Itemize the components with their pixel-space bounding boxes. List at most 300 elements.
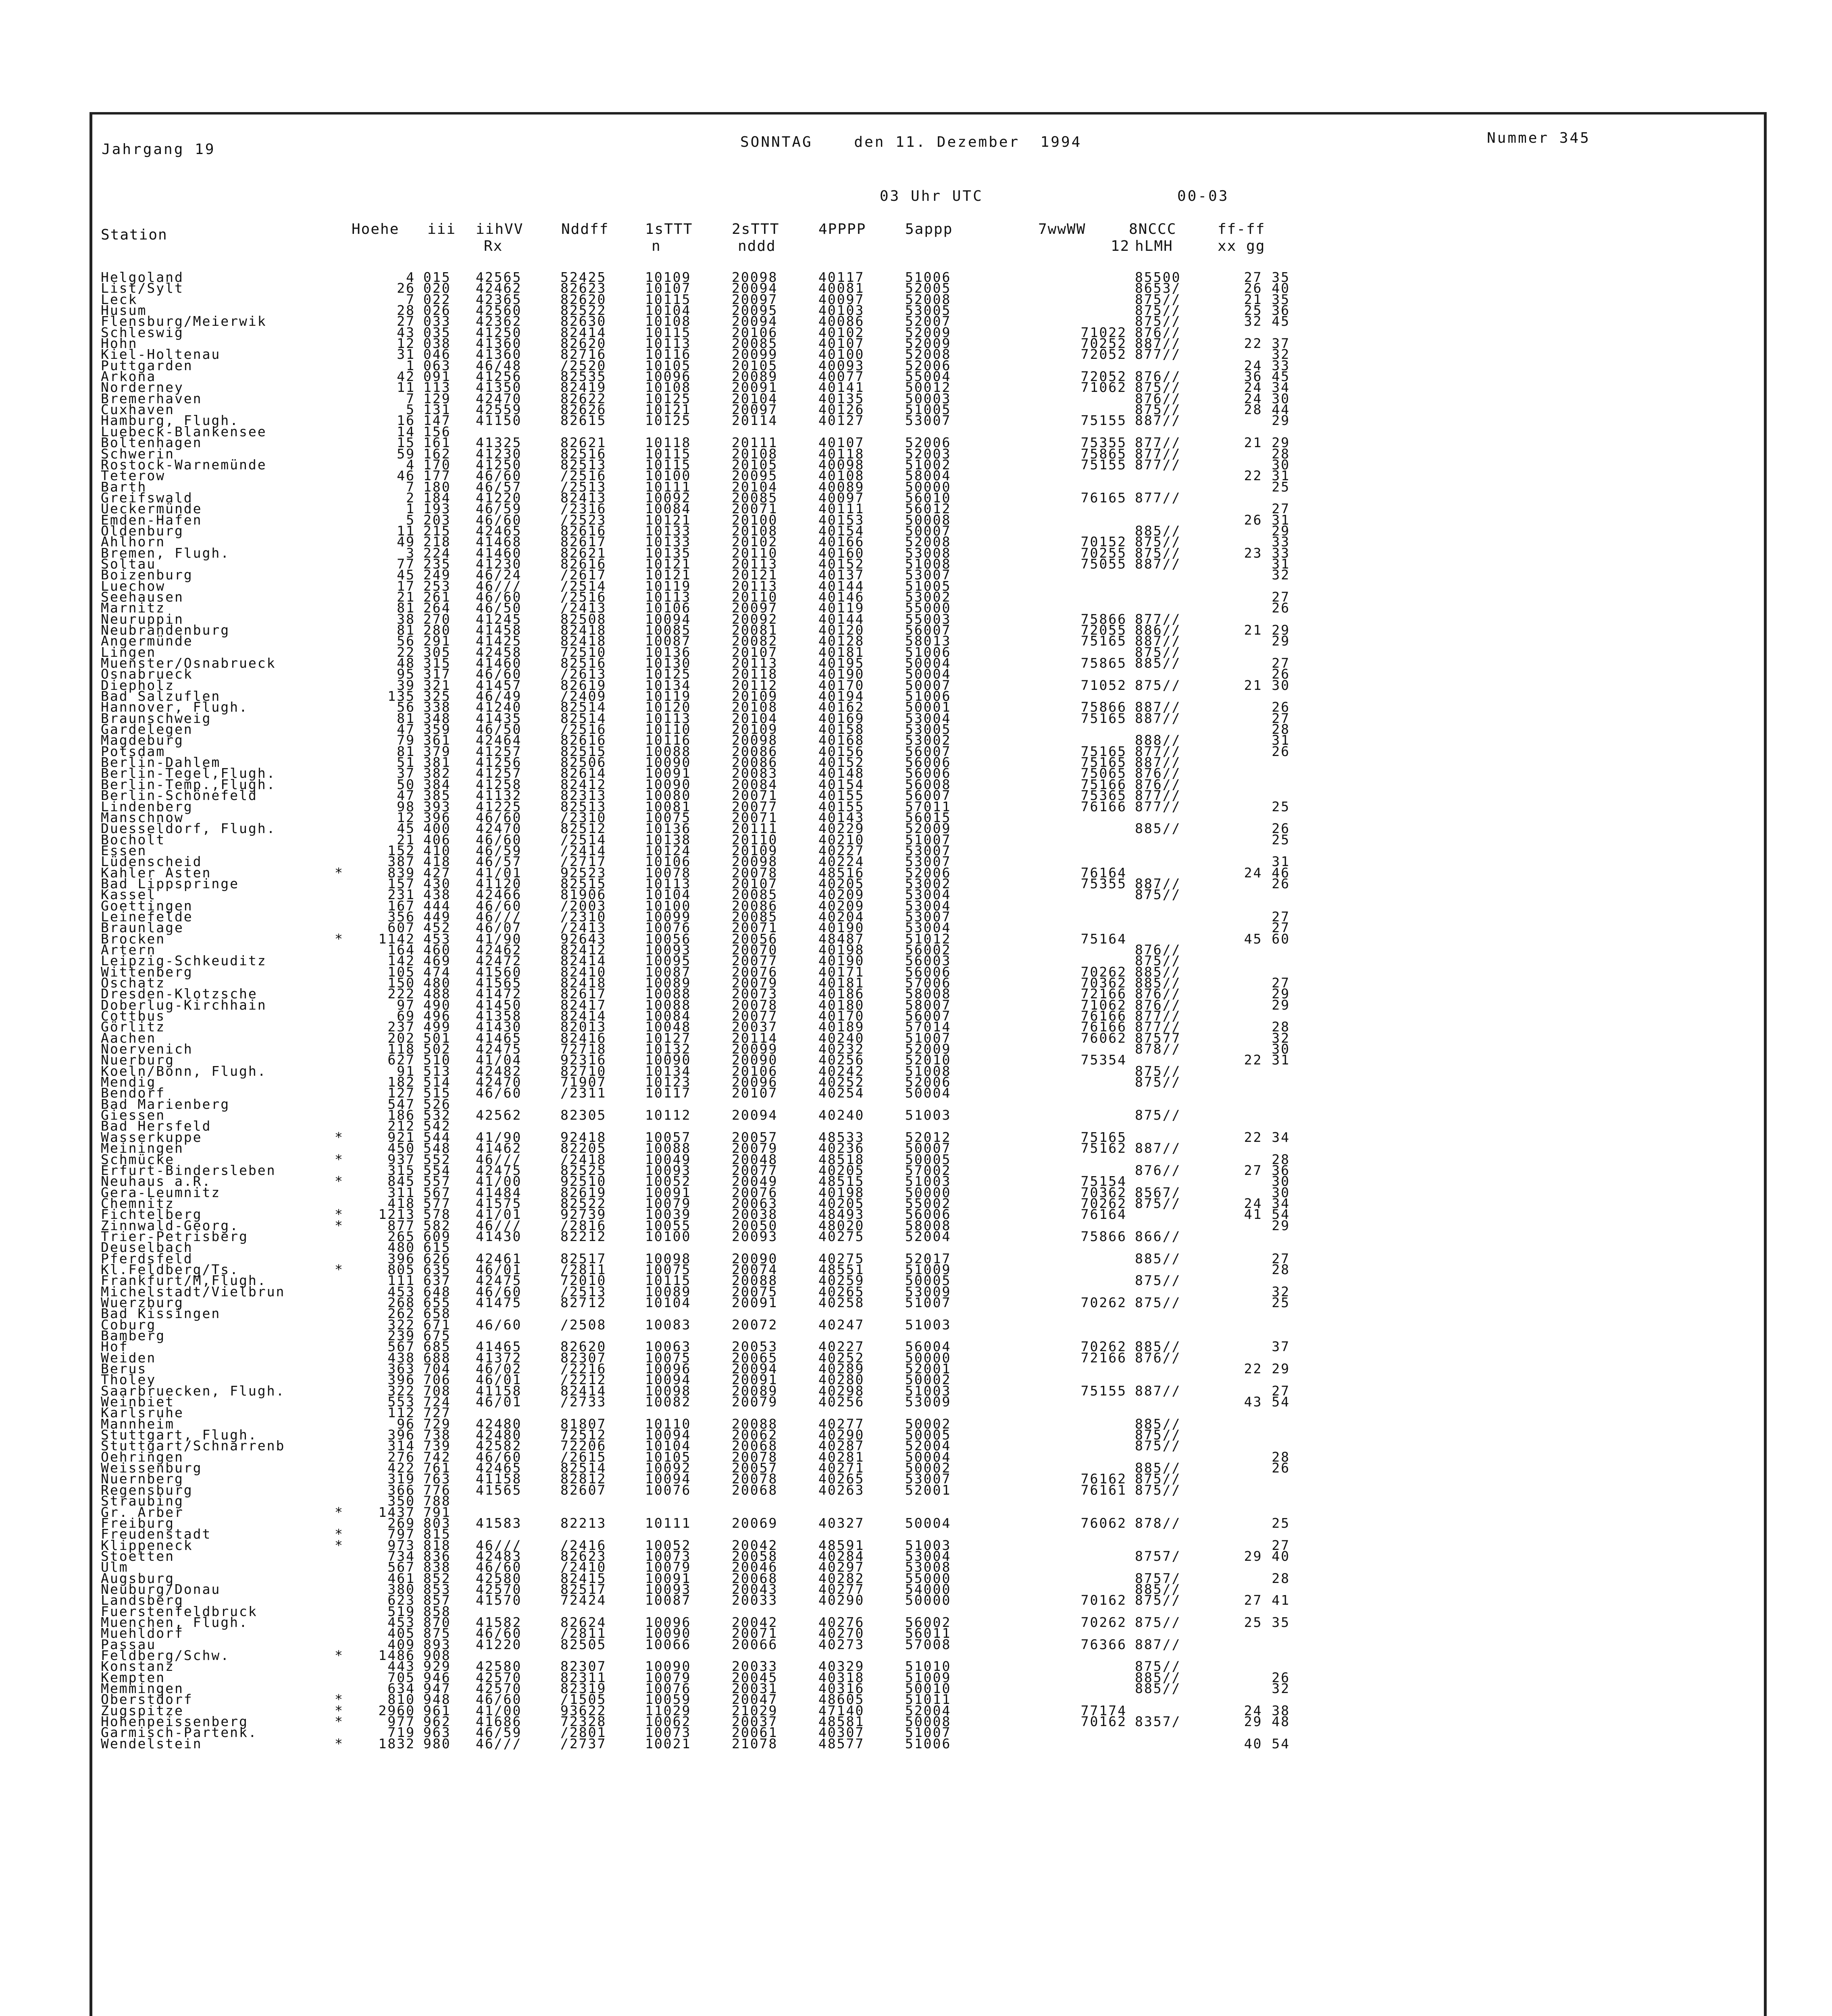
- group-ffff: 37: [1272, 1339, 1290, 1355]
- group-5appp: 50003: [905, 390, 951, 406]
- group-7wwww: 75865: [1080, 446, 1127, 462]
- group-5appp: 53004: [905, 710, 951, 726]
- group-ffff: 25: [1272, 1515, 1290, 1531]
- group-nddff: 82418: [560, 622, 607, 638]
- group-4pppp: 40119: [818, 600, 865, 616]
- group-1sttt: 10090: [645, 776, 691, 792]
- station-name: Deuselbach: [101, 1239, 193, 1256]
- station-index: 852: [423, 1570, 451, 1586]
- station-name: Schleswig: [101, 324, 184, 340]
- group-5appp: 53007: [905, 567, 951, 583]
- group-4pppp: 40277: [818, 1416, 865, 1432]
- group-1sttt: 10075: [645, 809, 691, 825]
- station-height: 443: [387, 1658, 415, 1674]
- group-7wwww: 72052: [1080, 369, 1127, 385]
- group-ffff: 32 45: [1244, 313, 1290, 329]
- group-1sttt: 10104: [645, 1438, 691, 1454]
- station-index: 026: [423, 302, 451, 319]
- station-height: 422: [387, 1460, 415, 1476]
- station-height: 363: [387, 1361, 415, 1377]
- group-8nccc: 875//: [1135, 1471, 1181, 1487]
- group-1sttt: 10119: [645, 688, 691, 704]
- group-iihvv: 41/00: [476, 1173, 522, 1189]
- group-8nccc: 877//: [1135, 435, 1181, 451]
- station-name: Braunlage: [101, 920, 184, 936]
- group-2sttt: 20077: [732, 798, 778, 814]
- station-name: Rostock-Warnemünde: [101, 456, 267, 473]
- group-ffff: 28 44: [1244, 402, 1290, 418]
- group-4pppp: 40205: [818, 875, 865, 891]
- group-2sttt: 20071: [732, 809, 778, 825]
- station-index: 113: [423, 379, 451, 396]
- group-4pppp: 40152: [818, 754, 865, 771]
- group-nddff: 82514: [560, 710, 607, 726]
- station-height: 7: [406, 479, 415, 495]
- station-name: Weissenburg: [101, 1460, 202, 1476]
- station-name: Emden-Hafen: [101, 512, 202, 528]
- group-1sttt: 10095: [645, 953, 691, 969]
- group-4pppp: 40107: [818, 335, 865, 352]
- station-height: 607: [387, 920, 415, 936]
- group-2sttt: 20072: [732, 1316, 778, 1333]
- group-2sttt: 20068: [732, 1482, 778, 1498]
- station-name: Greifswald: [101, 489, 193, 506]
- station-height: 81: [397, 600, 415, 616]
- group-5appp: 50000: [905, 1592, 951, 1608]
- station-height: 38: [397, 611, 415, 627]
- col-iii: iii: [427, 221, 456, 237]
- station-index: 704: [423, 1361, 451, 1377]
- group-1sttt: 10090: [645, 1625, 691, 1641]
- group-nddff: /2617: [560, 567, 607, 583]
- group-2sttt: 20121: [732, 567, 778, 583]
- group-nddff: 72206: [560, 1438, 607, 1454]
- group-5appp: 57008: [905, 1636, 951, 1652]
- group-ffff: 41 54: [1244, 1206, 1290, 1223]
- group-iihvv: 46///: [476, 1151, 522, 1167]
- group-4pppp: 40256: [818, 1394, 865, 1410]
- station-name: Goettingen: [101, 898, 193, 914]
- group-ffff: 25 35: [1244, 1614, 1290, 1630]
- group-5appp: 53002: [905, 732, 951, 748]
- group-iihvv: 42465: [476, 1460, 522, 1476]
- station-name: Tholey: [101, 1372, 156, 1388]
- group-1sttt: 10073: [645, 1548, 691, 1564]
- group-nddff: /2413: [560, 600, 607, 616]
- station-height: 877: [387, 1217, 415, 1233]
- group-iihvv: 41/00: [476, 1702, 522, 1718]
- station-name: Neuruppin: [101, 611, 184, 627]
- station-name: Kassel: [101, 887, 156, 903]
- group-iihvv: 46/59: [476, 501, 522, 517]
- station-height: 1213: [378, 1206, 415, 1223]
- group-iihvv: 41132: [476, 787, 522, 804]
- group-ffff: 32: [1272, 346, 1290, 362]
- group-iihvv: 46/59: [476, 1724, 522, 1741]
- station-name: Görlitz: [101, 1019, 166, 1035]
- group-4pppp: 40180: [818, 997, 865, 1013]
- station-name: Lingen: [101, 644, 156, 660]
- group-1sttt: 10091: [645, 1184, 691, 1200]
- col-5appp: 5appp: [905, 221, 953, 237]
- station-index: 091: [423, 369, 451, 385]
- station-index: 499: [423, 1019, 451, 1035]
- group-2sttt: 20096: [732, 1074, 778, 1090]
- group-iihvv: 41570: [476, 1592, 522, 1608]
- station-name: Bad Kissingen: [101, 1306, 221, 1322]
- elevated-marker: *: [335, 1702, 344, 1718]
- group-4pppp: 40227: [818, 1339, 865, 1355]
- group-7wwww: 75866: [1080, 1228, 1127, 1244]
- group-8nccc: 875//: [1135, 887, 1181, 903]
- station-height: 222: [387, 986, 415, 1002]
- group-2sttt: 20106: [732, 324, 778, 340]
- group-nddff: 82623: [560, 1548, 607, 1564]
- station-height: 237: [387, 1019, 415, 1035]
- group-4pppp: 40097: [818, 291, 865, 307]
- group-ffff: 43 54: [1244, 1394, 1290, 1410]
- group-nddff: /2514: [560, 831, 607, 848]
- group-iihvv: 41/90: [476, 1129, 522, 1145]
- group-2sttt: 20104: [732, 479, 778, 495]
- group-4pppp: 40155: [818, 798, 865, 814]
- group-5appp: 58004: [905, 468, 951, 484]
- group-1sttt: 10093: [645, 1581, 691, 1597]
- station-index: 962: [423, 1714, 451, 1730]
- group-iihvv: 42560: [476, 302, 522, 319]
- group-nddff: 92510: [560, 1173, 607, 1189]
- group-4pppp: 40144: [818, 611, 865, 627]
- group-5appp: 50008: [905, 512, 951, 528]
- group-nddff: 82414: [560, 1008, 607, 1024]
- group-nddff: 92316: [560, 1052, 607, 1068]
- group-2sttt: 20056: [732, 931, 778, 947]
- group-2sttt: 20113: [732, 556, 778, 572]
- group-2sttt: 20091: [732, 1294, 778, 1310]
- station-index: 853: [423, 1581, 451, 1597]
- group-ffff: 24 34: [1244, 1195, 1290, 1211]
- station-height: 167: [387, 898, 415, 914]
- group-1sttt: 10075: [645, 1261, 691, 1277]
- group-5appp: 53004: [905, 887, 951, 903]
- station-index: 338: [423, 699, 451, 715]
- group-iihvv: 42362: [476, 313, 522, 329]
- group-8nccc: 887//: [1135, 335, 1181, 352]
- station-index: 961: [423, 1702, 451, 1718]
- group-7wwww: 76062: [1080, 1030, 1127, 1046]
- group-nddff: 72010: [560, 1272, 607, 1289]
- station-name: Kempten: [101, 1669, 166, 1685]
- group-1sttt: 10089: [645, 975, 691, 991]
- group-iihvv: 46/60: [476, 1316, 522, 1333]
- group-4pppp: 40240: [818, 1107, 865, 1123]
- group-4pppp: 40097: [818, 489, 865, 506]
- group-2sttt: 20033: [732, 1592, 778, 1608]
- group-5appp: 50007: [905, 677, 951, 693]
- station-name: Ahlhorn: [101, 534, 166, 550]
- group-2sttt: 20042: [732, 1537, 778, 1553]
- group-2sttt: 20082: [732, 633, 778, 649]
- group-8nccc: 887//: [1135, 754, 1181, 771]
- group-4pppp: 48591: [818, 1537, 865, 1553]
- group-2sttt: 20099: [732, 346, 778, 362]
- group-iihvv: 46/01: [476, 1394, 522, 1410]
- group-2sttt: 20079: [732, 1140, 778, 1156]
- group-nddff: /2816: [560, 1217, 607, 1233]
- group-4pppp: 40077: [818, 369, 865, 385]
- group-1sttt: 10094: [645, 1471, 691, 1487]
- station-index: 184: [423, 489, 451, 506]
- group-7wwww: 75166: [1080, 776, 1127, 792]
- station-height: 112: [387, 1405, 415, 1421]
- group-nddff: 82626: [560, 402, 607, 418]
- station-index: 264: [423, 600, 451, 616]
- group-5appp: 52010: [905, 1052, 951, 1068]
- group-ffff: 22 31: [1244, 468, 1290, 484]
- station-height: 27: [397, 313, 415, 329]
- station-height: 135: [387, 688, 415, 704]
- station-index: 381: [423, 754, 451, 771]
- station-index: 035: [423, 324, 451, 340]
- station-index: 526: [423, 1096, 451, 1112]
- group-8nccc: 887//: [1135, 710, 1181, 726]
- group-2sttt: 20086: [732, 754, 778, 771]
- group-4pppp: 40265: [818, 1471, 865, 1487]
- group-nddff: 82535: [560, 369, 607, 385]
- group-nddff: 82624: [560, 1614, 607, 1630]
- station-height: 973: [387, 1537, 415, 1553]
- col-7wwww: 7wwWW: [1038, 221, 1086, 237]
- group-ffff: 26: [1272, 1669, 1290, 1685]
- group-5appp: 50002: [905, 1460, 951, 1476]
- group-ffff: 27: [1272, 655, 1290, 671]
- station-height: 438: [387, 1350, 415, 1366]
- group-2sttt: 20070: [732, 941, 778, 958]
- group-1sttt: 10052: [645, 1537, 691, 1553]
- group-8nccc: 885//: [1135, 1250, 1181, 1266]
- group-8nccc: 877//: [1135, 787, 1181, 804]
- group-ffff: 26: [1272, 821, 1290, 837]
- station-index: 963: [423, 1724, 451, 1741]
- group-4pppp: 40198: [818, 941, 865, 958]
- group-1sttt: 10087: [645, 633, 691, 649]
- group-8nccc: 875//: [1135, 379, 1181, 396]
- station-index: 382: [423, 765, 451, 781]
- station-name: Arkona: [101, 369, 156, 385]
- group-8nccc: 877//: [1135, 346, 1181, 362]
- station-index: 948: [423, 1691, 451, 1708]
- group-8nccc: 876//: [1135, 997, 1181, 1013]
- station-height: 17: [397, 578, 415, 594]
- station-height: 921: [387, 1129, 415, 1145]
- group-nddff: 82516: [560, 446, 607, 462]
- group-ffff: 32: [1272, 1681, 1290, 1696]
- group-2sttt: 20037: [732, 1019, 778, 1035]
- group-iihvv: 42480: [476, 1416, 522, 1432]
- station-index: 063: [423, 357, 451, 373]
- group-nddff: 82622: [560, 390, 607, 406]
- group-5appp: 57014: [905, 1019, 951, 1035]
- group-ffff: 24 33: [1244, 357, 1290, 373]
- group-4pppp: 47140: [818, 1702, 865, 1718]
- station-height: 2960: [378, 1702, 415, 1718]
- station-index: 033: [423, 313, 451, 329]
- group-nddff: 92523: [560, 864, 607, 881]
- group-4pppp: 40143: [818, 809, 865, 825]
- group-ffff: 27: [1272, 710, 1290, 726]
- group-iihvv: 41465: [476, 1030, 522, 1046]
- station-name: Weinbiet: [101, 1394, 175, 1410]
- group-5appp: 52003: [905, 446, 951, 462]
- group-7wwww: 70262: [1080, 1195, 1127, 1211]
- station-name: Oberstdorf: [101, 1691, 193, 1708]
- group-nddff: 82621: [560, 545, 607, 561]
- group-nddff: 82013: [560, 1019, 607, 1035]
- station-name: Cottbus: [101, 1008, 166, 1024]
- group-5appp: 52005: [905, 280, 951, 296]
- station-name: Wendelstein: [101, 1735, 202, 1752]
- station-index: 929: [423, 1658, 451, 1674]
- group-iihvv: 46///: [476, 1735, 522, 1752]
- group-2sttt: 20098: [732, 854, 778, 870]
- group-1sttt: 10119: [645, 578, 691, 594]
- group-ffff: 23 33: [1244, 545, 1290, 561]
- station-name: Flensburg/Meierwik: [101, 313, 267, 329]
- station-name: Cuxhaven: [101, 402, 175, 418]
- station-name: Gera-Leumnitz: [101, 1184, 221, 1200]
- group-4pppp: 40155: [818, 787, 865, 804]
- group-7wwww: 75165: [1080, 754, 1127, 771]
- group-8nccc: 887//: [1135, 633, 1181, 649]
- station-index: 261: [423, 589, 451, 605]
- station-height: 3: [406, 545, 415, 561]
- group-8nccc: 887//: [1135, 1383, 1181, 1399]
- group-ffff: 28: [1272, 1151, 1290, 1167]
- station-name: Bremen, Flugh.: [101, 545, 230, 561]
- group-5appp: 51009: [905, 1261, 951, 1277]
- station-name: Neuhaus a.R.: [101, 1173, 212, 1189]
- station-name: Duesseldorf, Flugh.: [101, 821, 276, 837]
- group-nddff: 82307: [560, 1658, 607, 1674]
- group-5appp: 53004: [905, 1548, 951, 1564]
- station-height: 356: [387, 908, 415, 925]
- group-iihvv: 46/60: [476, 831, 522, 848]
- station-height: 77: [397, 556, 415, 572]
- group-7wwww: 76165: [1080, 489, 1127, 506]
- station-index: 803: [423, 1515, 451, 1531]
- group-1sttt: 10116: [645, 346, 691, 362]
- group-4pppp: 40128: [818, 633, 865, 649]
- group-4pppp: 40242: [818, 1063, 865, 1079]
- group-2sttt: 20086: [732, 743, 778, 759]
- group-iihvv: 41484: [476, 1184, 522, 1200]
- station-index: 739: [423, 1438, 451, 1454]
- group-7wwww: 75155: [1080, 456, 1127, 473]
- station-index: 038: [423, 335, 451, 352]
- group-2sttt: 20113: [732, 578, 778, 594]
- group-nddff: 82607: [560, 1482, 607, 1498]
- group-iihvv: 41158: [476, 1471, 522, 1487]
- station-name: Hannover, Flugh.: [101, 699, 248, 715]
- group-4pppp: 48518: [818, 1151, 865, 1167]
- group-4pppp: 40254: [818, 1085, 865, 1101]
- group-iihvv: 41256: [476, 369, 522, 385]
- station-name: Meiningen: [101, 1140, 184, 1156]
- station-name: Brocken: [101, 931, 166, 947]
- group-4pppp: 40281: [818, 1449, 865, 1465]
- group-4pppp: 40205: [818, 1195, 865, 1211]
- group-iihvv: 42565: [476, 269, 522, 285]
- group-iihvv: 41230: [476, 556, 522, 572]
- station-index: 180: [423, 479, 451, 495]
- group-nddff: 92739: [560, 1206, 607, 1223]
- group-5appp: 57002: [905, 1162, 951, 1178]
- group-4pppp: 40277: [818, 1581, 865, 1597]
- group-1sttt: 10109: [645, 269, 691, 285]
- group-4pppp: 48487: [818, 931, 865, 947]
- group-ffff: 26: [1272, 875, 1290, 891]
- group-2sttt: 20105: [732, 357, 778, 373]
- group-8nccc: 887//: [1135, 556, 1181, 572]
- elevated-marker: *: [335, 1647, 344, 1663]
- group-2sttt: 20068: [732, 1438, 778, 1454]
- station-index: 791: [423, 1504, 451, 1520]
- group-2sttt: 20108: [732, 446, 778, 462]
- group-2sttt: 20085: [732, 908, 778, 925]
- station-name: Zinnwald-Georg.: [101, 1217, 239, 1233]
- group-5appp: 52008: [905, 534, 951, 550]
- group-1sttt: 10117: [645, 1085, 691, 1101]
- col-ffff: ff-ff: [1218, 221, 1266, 237]
- station-name: Wasserkuppe: [101, 1129, 202, 1145]
- group-iihvv: 46/60: [476, 1691, 522, 1708]
- group-4pppp: 40318: [818, 1669, 865, 1685]
- group-2sttt: 20050: [732, 1217, 778, 1233]
- group-1sttt: 10082: [645, 1394, 691, 1410]
- group-4pppp: 40146: [818, 589, 865, 605]
- group-2sttt: 20090: [732, 1052, 778, 1068]
- group-7wwww: 70162: [1080, 1592, 1127, 1608]
- group-4pppp: 40259: [818, 1272, 865, 1289]
- station-name: Soltau: [101, 556, 156, 572]
- elevated-marker: *: [335, 1173, 344, 1189]
- group-2sttt: 20085: [732, 489, 778, 506]
- station-height: 150: [387, 975, 415, 991]
- group-2sttt: 20114: [732, 412, 778, 429]
- group-iihvv: 42462: [476, 941, 522, 958]
- group-5appp: 52007: [905, 313, 951, 329]
- group-1sttt: 10110: [645, 1416, 691, 1432]
- station-height: 311: [387, 1184, 415, 1200]
- station-name: Barth: [101, 479, 147, 495]
- group-8nccc: 877//: [1135, 446, 1181, 462]
- station-name: Essen: [101, 842, 147, 858]
- group-1sttt: 10079: [645, 1559, 691, 1575]
- station-index: 156: [423, 423, 451, 439]
- station-name: Pferdsfeld: [101, 1250, 193, 1266]
- group-4pppp: 40298: [818, 1383, 865, 1399]
- group-1sttt: 10115: [645, 456, 691, 473]
- group-1sttt: 10113: [645, 710, 691, 726]
- group-2sttt: 20076: [732, 964, 778, 980]
- group-2sttt: 20118: [732, 666, 778, 682]
- group-ffff: 31: [1272, 854, 1290, 870]
- group-1sttt: 10094: [645, 1372, 691, 1388]
- group-nddff: 92643: [560, 931, 607, 947]
- elevated-marker: *: [335, 1691, 344, 1708]
- elevated-marker: *: [335, 1129, 344, 1145]
- group-5appp: 51005: [905, 578, 951, 594]
